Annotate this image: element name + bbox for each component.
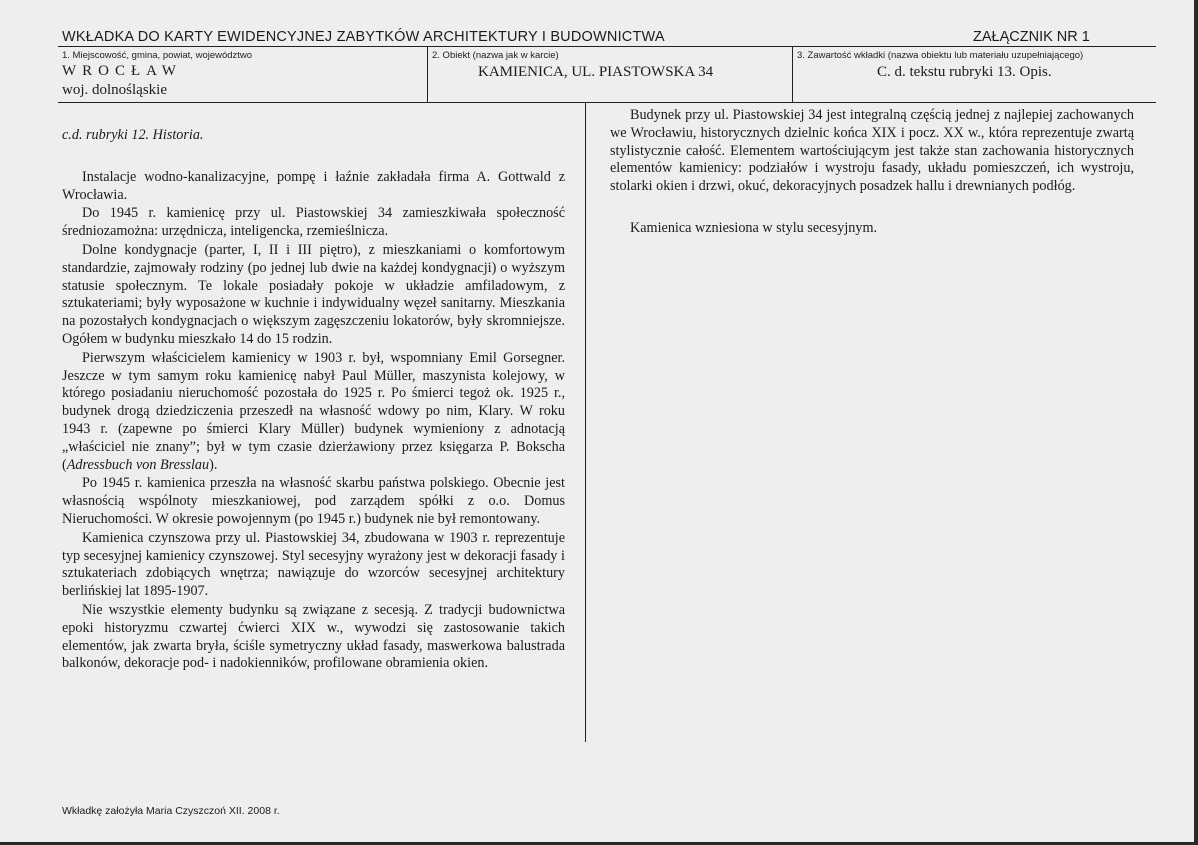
owners-text: Pierwszym właścicielem kamienicy w 1903 r. był, wspomniany Emil Gorsegner. Jeszcze w tym samym roku kamienicę nabył Paul Müller, maszynista kolejowy, w którego posiadaniu nieruchomość pozostała do 1925 r. Po śmierci tegoż ok. 1925 r., budynek drogą dziedziczenia przeszedł na własność wdowy po nim, Klary. W roku 1943 r. (zapewne po śmierci Klary Müller) budynek wymieniony z adnotacją „właściciel nie znany”; był w tym czasie dzierżawiony przez księgarza P. Bokscha ( xyxy=(62,349,565,473)
field-divider-2 xyxy=(792,46,793,102)
right-column xyxy=(610,107,1134,239)
paragraph-floors: Dolne kondygnacje (parter, I, II i III piętro), z mieszkaniami o komfortowym standardzie, zajmowały rodziny (po jednej lub dwie na każdej kondygnacji) o wyższym statusie społecznym. Te lokale posiadały pokoje w układzie amfiladowym, z sztukateriami; były wyposażone w kuchnie i indywidualny węzeł sanitarny. Mieszkania na pozostałych kondygnacjach o większym zagęszczeniu lokatorów, były skromniejsze. Ogółem w budynku mieszkało 14 do 15 rodzin. xyxy=(62,241,565,347)
paragraph-postwar: Po 1945 r. kamienica przeszła na własność skarbu państwa polskiego. Obecnie jest własnością wspólnoty mieszkaniowej, pod zarządem spółki z o.o. Domus Nieruchomości. W okresie powojennym (po 1945 r.) budynek nie był remontowany. xyxy=(62,475,565,527)
paragraph-value: Budynek przy ul. Piastowskiej 34 jest integralną częścią jednej z najlepiej zachowanych we Wrocławiu, historycznych dzielnic końca XIX i pocz. XX w., która reprezentuje zwartą stylistycznie całość. Elementem wartościującym jest także stan zachowania historycznych elementów kamienicy: podziałów i wystroju fasady, układu pomieszczeń, ich wystroju, stolarki okien i drzwi, okuć, dekoracyjnych posadzek hallu i drewnianych podłóg. xyxy=(610,107,1134,195)
paragraph-conclusion: Kamienica wzniesiona w stylu secesyjnym. xyxy=(630,219,878,236)
object-name: KAMIENICA, UL. PIASTOWSKA 34 xyxy=(478,64,714,80)
header-rule-top xyxy=(58,46,1156,47)
object-caption: 2. Obiekt (nazwa jak w karcie) xyxy=(432,50,559,61)
annex-label: ZAŁĄCZNIK NR 1 xyxy=(973,29,1090,45)
contents-value: C. d. tekstu rubryki 13. Opis. xyxy=(877,64,1052,80)
owners-text-end: ). xyxy=(209,456,218,473)
field-divider-1 xyxy=(427,46,428,102)
paragraph-installations: Instalacje wodno-kanalizacyjne, pompę i łaźnie zakładała firma A. Gottwald z Wrocławia. xyxy=(62,168,565,203)
paragraph-style: Kamienica czynszowa przy ul. Piastowskiej 34, zbudowana w 1903 r. reprezentuje typ secesyjnej kamienicy czynszowej. Styl secesyjny wyrażony jest w dekoracji fasady i sztukateriach zdobiących wnętrza; nawiązuje do wzorców secesyjnej architektury berlińskiej lat 1895-1907. xyxy=(62,529,565,600)
location-region: woj. dolnośląskie xyxy=(62,82,167,98)
header-rule-bottom xyxy=(58,102,1156,103)
column-divider xyxy=(585,102,586,742)
section-heading: c.d. rubryki 12. Historia. xyxy=(62,127,204,143)
paragraph-historicism: Nie wszystkie elementy budynku są związane z secesją. Z tradycji budownictwa epoki historyzmu czwartej ćwierci XIX w., wywodzi się zastosowanie takich elementów, jak zwarta bryła, ściśle symetryczny układ fasady, maswerkowa balustrada balkonów, dekoracje pod- i nadokienników, profilowane obramienia okien. xyxy=(62,601,565,672)
paragraph-owners xyxy=(62,350,565,475)
footer-note: Wkładkę założyła Maria Czyszczoń XII. 2008 r. xyxy=(62,805,280,817)
contents-caption: 3. Zawartość wkładki (nazwa obiektu lub materiału uzupełniającego) xyxy=(797,50,1084,61)
scan-edge-right xyxy=(1194,0,1198,845)
left-column xyxy=(62,127,565,674)
paragraph-residents: Do 1945 r. kamienicę przy ul. Piastowskiej 34 zamieszkiwała społeczność średniozamożna: urzędnicza, inteligencka, rzemieślnicza. xyxy=(62,205,565,240)
location-city: WROCŁAW xyxy=(62,63,182,79)
owners-source-title: Adressbuch von Bresslau xyxy=(66,456,210,473)
form-title: WKŁADKA DO KARTY EWIDENCYJNEJ ZABYTKÓW ARCHITEKTURY I BUDOWNICTWA xyxy=(62,29,665,45)
location-caption: 1. Miejscowość, gmina, powiat, województwo xyxy=(62,50,253,61)
